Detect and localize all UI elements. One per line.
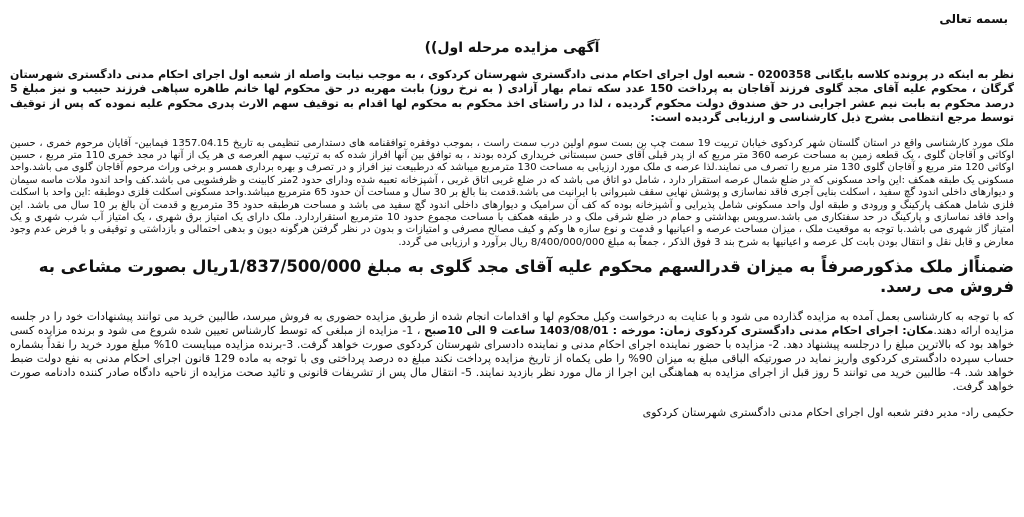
property-description: ملک مورد کارشناسی واقع در استان گلستان شهر کردکوی خیابان تربیت 19 سمت چپ بن بست سوم اولین درب سمت راست ، بموجب دوفقره توافقنامه های دستدارمی تنظیمی به تاریخ 1357.04.15 فیمابین- آقایان مرحوم خمری ، حسین اوکاتی و آقاجان گلوی ، یک قطعه زمین به مساحت عرصه 360 متر مربع که از پدر قبلی آقای حسن سبستانی خریداری کرده بودند ، به توافق بین آنها افراز شده که به ترتیب سهم العرصه ی هر یک از آنها در مجد خمری 110 متر مربع ، حسین اوکاتی 120 متر مربع و آقاجان گلوی 130 متر مربع را تصرف می نمایند.لذا عرصه ی ملک مورد ارزیابی به مساحت 130 مترمربع میباشد که درطبیعت نیز افراز و در تصرف و بهره برداری همسر و برخی وراث مرحوم آقاجان گلوی می باشد.واحد مسکونی یک طبقه همکف :این واحد مسکونی که در ضلع شمال عرصه استقرار دارد ، شامل دو اتاق می باشد که در ضلع غربی اتاق غربی ، آشپزخانه تعبیه شده ودارای حدود 2متر کابینت و ظرفشویی می باشد.کف واحد اندود ملات ماسه سیمان و دیوارهای داخلی اندود گچ سفید ، اسکلت بنایی آجری فاقد نماسازی و پوشش نهایی سقف شیروانی با ایرانیت می باشد.قدمت بنا بالغ بر 30 سال و مساحت آن حدود 65 مترمربع میباشد.واحد مسکونی اسکلت فلزی دوطبقه :این واحد با اسکلت فلزی شامل همکف پارکینگ و ورودی و طبقه اول واحد مسکونی شامل پذیرایی و آشپزخانه بوده که کف آن سرامیک و دیوارهای داخلی اندود گچ سفید می باشد و مساحت هرطبقه حدود 35 مترمربع و قدمت آن بالغ بر 10 سال می باشد. این واحد فاقد نماسازی و پارکینگ در حد سفتکاری می باشد.سرویس بهداشتی و حمام در ضلع شرقی ملک و در طبقه همکف با مساحت مجموع حدود 10 مترمربع استقراردارد. ملک دارای یک امتیاز برق شهری ، یک امتیاز آب شرب شهری و یک امتیاز گاز شهری می باشد.با توجه به موقعیت ملک ، میزان مساحت عرصه و اعیانیها و قدمت و نوع سازه ها وکم و کیف مصالح مصرفی و امتیازات و بدون در نظر گرفتن هرگونه دیون و بدهی احتمالی و بازداشتی و توقیفی و با فرض عدم وجود معارض و قابل نقل و انتقال بودن بابت کل عرصه و اعیانیها به شرح بند 3 فوق الذکر ، جمعاً به مبلغ 8/400/000/000 ریال برآورد و ارزیابی می گردد. (10, 137, 1014, 248)
notice-title: آگهی مزایده مرحله اول)) (424, 40, 600, 56)
signature-line: حکیمی راد- مدیر دفتر شعبه اول اجرای احکام مدنی دادگستری شهرستان کردکوی (642, 406, 1014, 420)
auction-terms (10, 310, 1014, 394)
basmala-heading: بسمه تعالی (939, 12, 1008, 26)
terms-conditions: ، 1- مزایده از مبلغی که توسط کارشناس تعیین شده شروع می شود و برنده مزایده کسی خواهد بود که بالاترین مبلغ را درجلسه پیشنهاد دهد. 2- مزایده با حضور نماینده اجرای احکام مدنی و نماینده دادسرای شهرستان کردکوی صورت خواهد گرفت. 3-برنده مزایده میبایست 10% مبلغ مورد خرید را نقداً بشماره حساب سپرده دادگستری کردکوی واریز نماید در صورتیکه الباقی مبلغ به میزان 90% را طی یکماه از تاریخ مزایده پرداخت نکند مبلغ ده درصد پرداختی وی با توجه به ماده 129 قانون اجرای احکام مدنی به نفع دولت ضبط خواهد شد. 4- طالبین خرید می توانند 5 روز قبل از اجرای مزایده به هماهنگی این اجرا از مال مورد نظر بازدید نمایند. 5- انتقال مال پس از تشریفات قانونی و تائید صحت مزایده از ناحیه دادگاه صادر کننده دادنامه صورت خواهد گرفت. (10, 324, 1014, 394)
auction-time-place: مکان: اجرای احکام مدنی دادگستری کردکوی زمان: مورخه : 1403/08/01 ساعت 9 الی 10صبح (424, 324, 934, 338)
sale-share-statement: ضمناًاز ملک مذکورصرفاً به میزان قدرالسهم محکوم علیه آقای مجد گلوی به مبلغ 1/837/500/000ریال بصورت مشاعی به فروش می رسد. (38, 257, 1014, 297)
intro-paragraph: نظر به اینکه در پرونده کلاسه بایگانی 0200358 - شعبه اول اجرای احکام مدنی دادگستری شهرستان کردکوی ، به موجب نیابت واصله از شعبه اول اجرای احکام مدنی دادگستری شهرستان گرگان ، محکوم علیه آقای مجد گلوی فرزند آقاجان به پرداخت 150 عدد سکه تمام بهار آزادی ( به نرخ روز) بابت مهریه در حق محکوم لها خانم طاهره سپاهی فرزند حبیب و نیز مبلغ 5 درصد محکوم به بابت نیم عشر اجرایی در حق صندوق دولت محکوم گردیده ، لذا در راستای اخذ محکوم به محکوم لها اقدام به توقیف سهم الارث پدری محکوم علیه نموده که پس از توقیف توسط مرجع انتظامی بشرح ذیل کارشناسی و ارزیابی گردیده است: (10, 68, 1014, 125)
auction-notice-document (10, 4, 1014, 509)
terms-intro: که با توجه به کارشناسی بعمل آمده به مزایده گذارده می شود و با عنایت به درخواست وکیل محکوم لها و اقدامات انجام شده از طریق مزایده حضوری به فروش میرسد، طالبین خرید می توانند پیشنهادات خود را در جلسه مزایده ارائه دهند. (10, 310, 1014, 338)
